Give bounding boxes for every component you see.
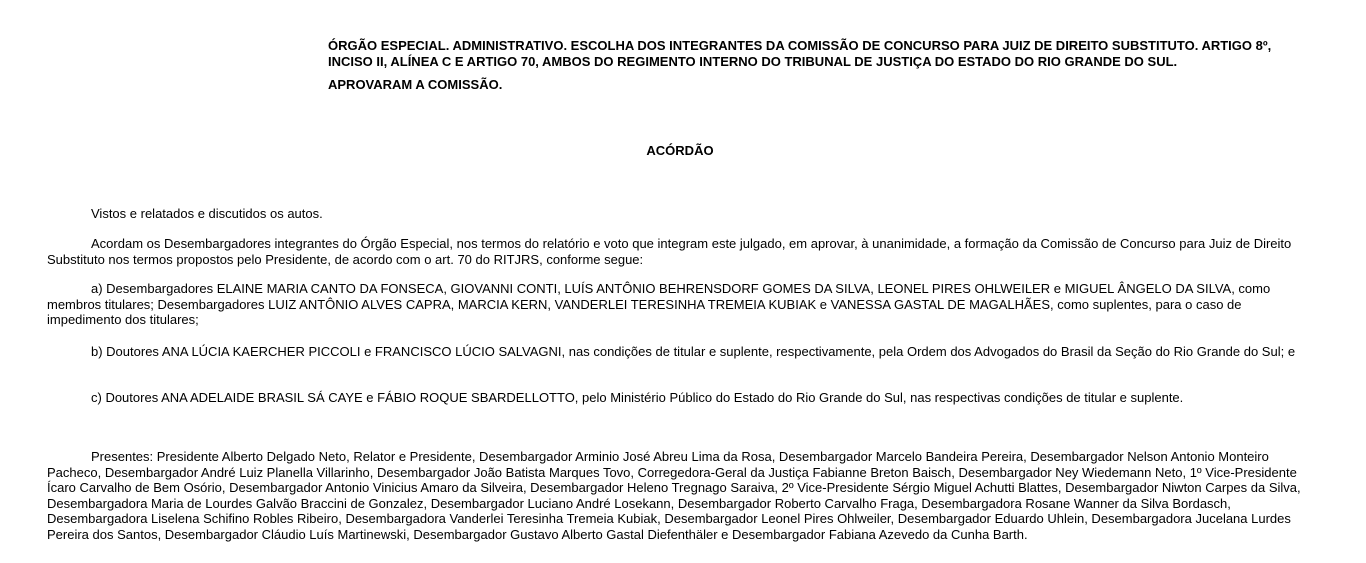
ementa-result: APROVARAM A COMISSÃO. xyxy=(328,77,503,92)
paragraph-item-b: b) Doutores ANA LÚCIA KAERCHER PICCOLI e FRANCISCO LÚCIO SALVAGNI, nas condições de titular e suplente, respectivamente, pela Ordem dos Advogados do Brasil da Seção do Rio Grande do Sul; e xyxy=(91,344,1296,359)
document-title: ACÓRDÃO xyxy=(646,143,714,158)
paragraph-item-a: a) Desembargadores ELAINE MARIA CANTO DA FONSECA, GIOVANNI CONTI, LUÍS ANTÔNIO BEHRENSDORF GOMES DA SILVA, LEONEL PIRES OHLWEILER e MIGUEL ÂNGELO DA SILVA, como membros titulares; Desembargadores LUIZ ANTÔNIO ALVES CAPRA, MARCIA KERN, VANDERLEI TERESINHA TREMEIA KUBIAK e VANESSA GASTAL DE MAGALHÃES, como suplentes, para o caso de impedimento dos titulares; xyxy=(47,281,1271,328)
paragraph-vistos: Vistos e relatados e discutidos os autos. xyxy=(91,206,323,221)
paragraph-presentes: Presentes: Presidente Alberto Delgado Neto, Relator e Presidente, Desembargador Arminio José Abreu Lima da Rosa, Desembargador Marcelo Bandeira Pereira, Desembargador Nelson Antonio Monteiro Pacheco, Desembargador André Luiz Planella Villarinho, Desembargador João Batista Marques Tovo, Corregedora-Geral da Justiça Fabianne Breton Baisch, Desembargador Ney Wiedemann Neto, 1º Vice-Presidente Ícaro Carvalho de Bem Osório, Desembargador Antonio Vinicius Amaro da Silveira, Desembargador Heleno Tregnago Saraiva, 2º Vice-Presidente Sérgio Miguel Achutti Blattes, Desembargador Niwton Carpes da Silva, Desembargadora Maria de Lourdes Galvão Braccini de Gonzalez, Desembargador Luciano André Losekann, Desembargador Roberto Carvalho Fraga, Desembargadora Rosane Wanner da Silva Bordasch, Desembargadora Liselena Schifino Robles Ribeiro, Desembargadora Vanderlei Teresinha Tremeia Kubiak, Desembargador Leonel Pires Ohlweiler, Desembargador Eduardo Uhlein, Desembargadora Jucelana Lurdes Pereira dos Santos, Desembargador Cláudio Luís Martinewski, Desembargador Gustavo Alberto Gastal Diefenthäler e Desembargador Fabiana Azevedo da Cunha Barth. xyxy=(47,449,1301,542)
ementa-block xyxy=(328,38,1293,93)
paragraph-acordam: Acordam os Desembargadores integrantes do Órgão Especial, nos termos do relatório e voto que integram este julgado, em aprovar, à unanimidade, a formação da Comissão de Concurso para Juiz de Direito Substituto nos termos propostos pelo Presidente, de acordo com o art. 70 do RITJRS, conforme segue: xyxy=(47,236,1292,267)
ementa-text: ÓRGÃO ESPECIAL. ADMINISTRATIVO. ESCOLHA DOS INTEGRANTES DA COMISSÃO DE CONCURSO PARA JUIZ DE DIREITO SUBSTITUTO. ARTIGO 8º, INCISO II, ALÍNEA C E ARTIGO 70, AMBOS DO REGIMENTO INTERNO DO TRIBUNAL DE JUSTIÇA DO ESTADO DO RIO GRANDE DO SUL. xyxy=(328,38,1272,69)
paragraph-item-c: c) Doutores ANA ADELAIDE BRASIL SÁ CAYE e FÁBIO ROQUE SBARDELLOTTO, pelo Ministério Público do Estado do Rio Grande do Sul, nas respectivas condições de titular e suplente. xyxy=(91,390,1184,405)
